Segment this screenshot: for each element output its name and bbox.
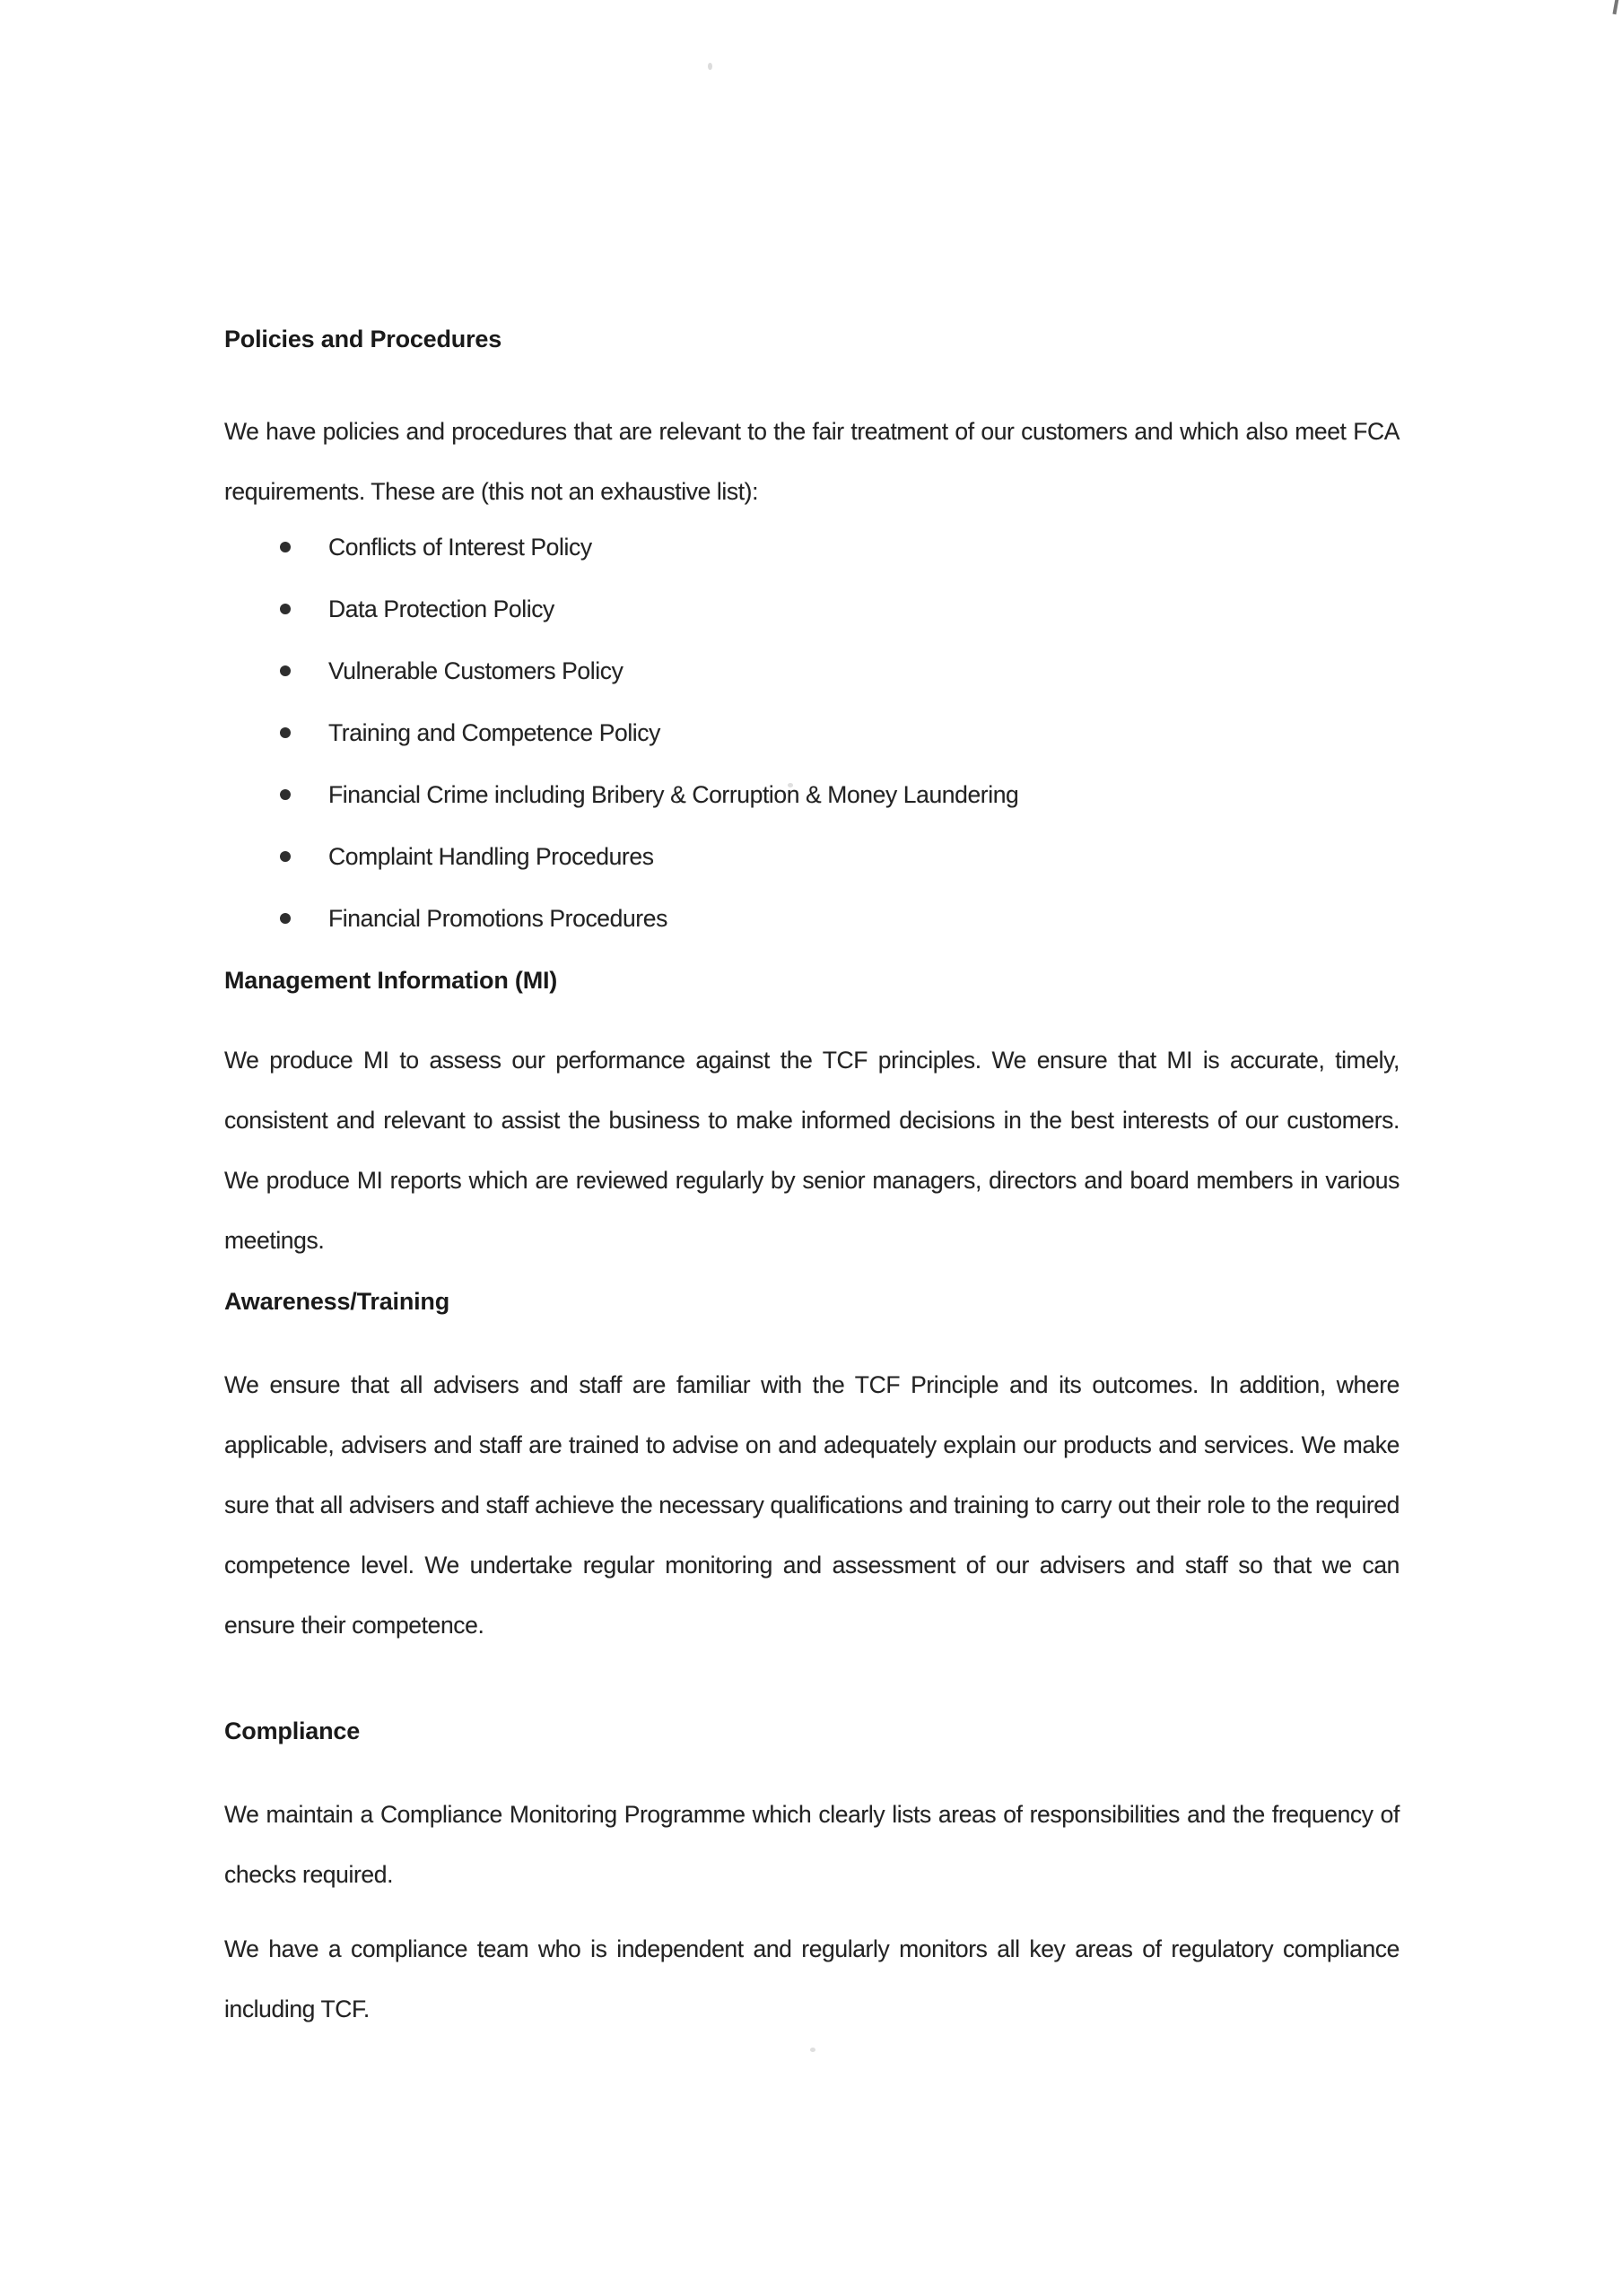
bullet-icon [280,665,291,676]
paragraph-management-information: We produce MI to assess our performance against the TCF principles. We ensure that MI is accurate, timely, consistent and relevant to assist the business to make informed decisions in the best interests of our customers. We produce MI reports which are reviewed regularly by senior managers, directors and board members in various meetings. [224,1047,1400,1254]
section-heading-policies-and-procedures: Policies and Procedures [224,326,502,352]
paragraph-policies-intro: We have policies and procedures that are relevant to the fair treatment of our customers and which also meet FCA requirements. These are (this not an exhaustive list): [224,418,1400,505]
paragraph-awareness-training: We ensure that all advisers and staff are familiar with the TCF Principle and its outcomes. In addition, where applicable, advisers and staff are trained to advise on and adequately explain our products and services. We make sure that all advisers and staff achieve the necessary qualifications and training to carry out their role to the required competence level. We undertake regular monitoring and assessment of our advisers and staff so that we can ensure their competence. [224,1371,1400,1639]
list-item [224,717,1400,778]
section-heading-management-information: Management Information (MI) [224,967,558,994]
list-item [224,902,1400,964]
document-content [224,0,1400,2039]
list-item-label: Complaint Handling Procedures [328,843,654,870]
bullet-icon [280,727,291,738]
list-item [224,840,1400,902]
bullet-icon [280,851,291,862]
list-item-label: Vulnerable Customers Policy [328,657,624,684]
bullet-icon [280,913,291,924]
bullet-icon [280,604,291,614]
list-item-label: Data Protection Policy [328,596,554,622]
paragraph-compliance-team: We have a compliance team who is independent and regularly monitors all key areas of regulatory compliance including TCF. [224,1935,1400,2022]
list-item [224,593,1400,655]
list-item [224,531,1400,593]
policy-bullet-list [224,531,1400,964]
list-item-label: Conflicts of Interest Policy [328,534,592,561]
list-item-label: Financial Promotions Procedures [328,905,667,932]
scan-artifact-corner-mark [1612,0,1618,14]
section-heading-awareness-training: Awareness/Training [224,1288,450,1315]
list-item-label: Financial Crime including Bribery & Corruption & Money Laundering [328,781,1019,808]
scan-artifact-speck [810,2048,815,2052]
list-item [224,778,1400,840]
paragraph-compliance-monitoring: We maintain a Compliance Monitoring Programme which clearly lists areas of responsibilities and the frequency of checks required. [224,1801,1400,1888]
bullet-icon [280,542,291,552]
bullet-icon [280,789,291,800]
list-item [224,655,1400,717]
list-item-label: Training and Competence Policy [328,719,660,746]
section-heading-compliance: Compliance [224,1718,361,1744]
